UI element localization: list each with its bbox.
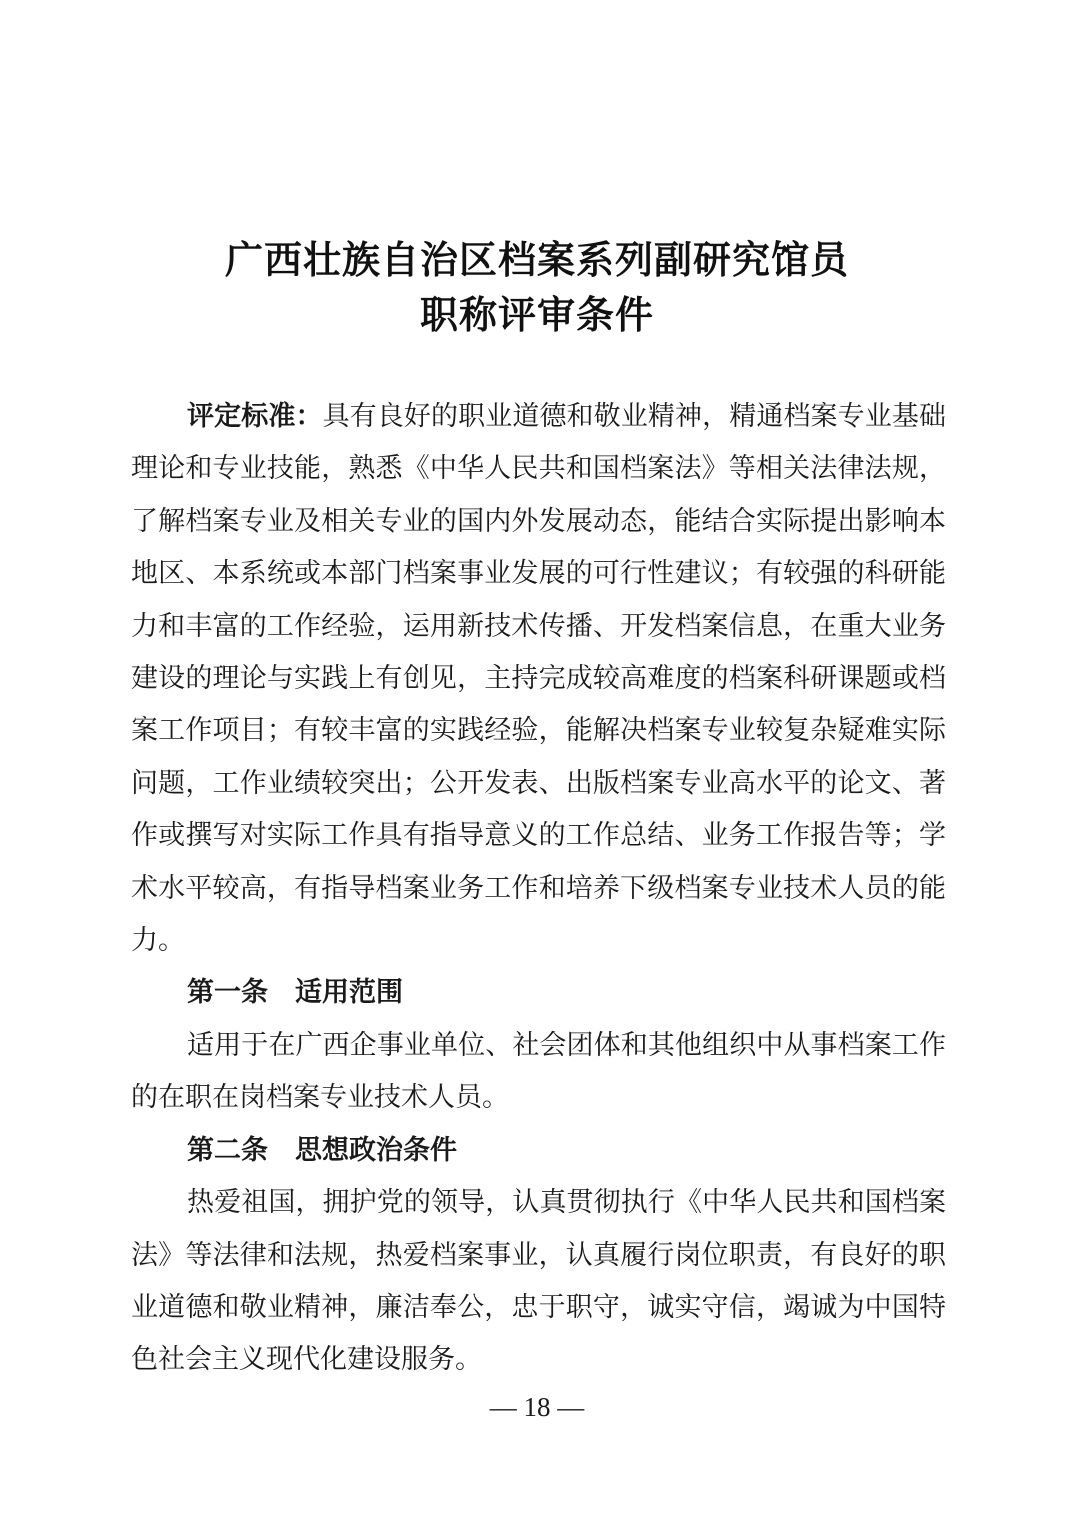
- document-body: [131, 391, 946, 1387]
- standard-paragraph: [131, 391, 946, 967]
- article-1-paragraph: 适用于在广西企事业单位、社会团体和其他组织中从事档案工作的在职在岗档案专业技术人员。: [131, 1029, 946, 1114]
- article-2-number: 第二条: [187, 1134, 268, 1166]
- article-2-paragraph: 热爱祖国，拥护党的领导，认真贯彻执行《中华人民共和国档案法》等法律和法规，热爱档案事业，认真履行岗位职责，有良好的职业道德和敬业精神，廉洁奉公，忠于职守，诚实守信，竭诚为中国特色社会主义现代化建设服务。: [131, 1187, 946, 1376]
- article-2-title: 思想政治条件: [295, 1134, 457, 1166]
- article-1-number: 第一条: [187, 977, 268, 1009]
- article-2-heading: [131, 1125, 946, 1177]
- standard-text: 具有良好的职业道德和敬业精神，精通档案专业基础理论和专业技能，熟悉《中华人民共和国档案法》等相关法律法规，了解档案专业及相关专业的国内外发展动态，能结合实际提出影响本地区、本系统或本部门档案事业发展的可行性建议；有较强的科研能力和丰富的工作经验，运用新技术传播、开发档案信息，在重大业务建设的理论与实践上有创见，主持完成较高难度的档案科研课题或档案工作项目；有较丰富的实践经验，能解决档案专业较复杂疑难实际问题，工作业绩较突出；公开发表、出版档案专业高水平的论文、著作或撰写对实际工作具有指导意义的工作总结、业务工作报告等；学术水平较高，有指导档案业务工作和培养下级档案专业技术人员的能力。: [131, 401, 947, 957]
- standard-label: 评定标准：: [187, 401, 323, 432]
- article-1-heading: [131, 967, 946, 1019]
- document-title-line-2: 职称评审条件: [419, 293, 654, 337]
- article-1-title: 适用范围: [295, 977, 403, 1009]
- document-title-line-1: 广西壮族自治区档案系列副研究馆员: [224, 238, 849, 282]
- page-number: — 18 —: [489, 1392, 585, 1422]
